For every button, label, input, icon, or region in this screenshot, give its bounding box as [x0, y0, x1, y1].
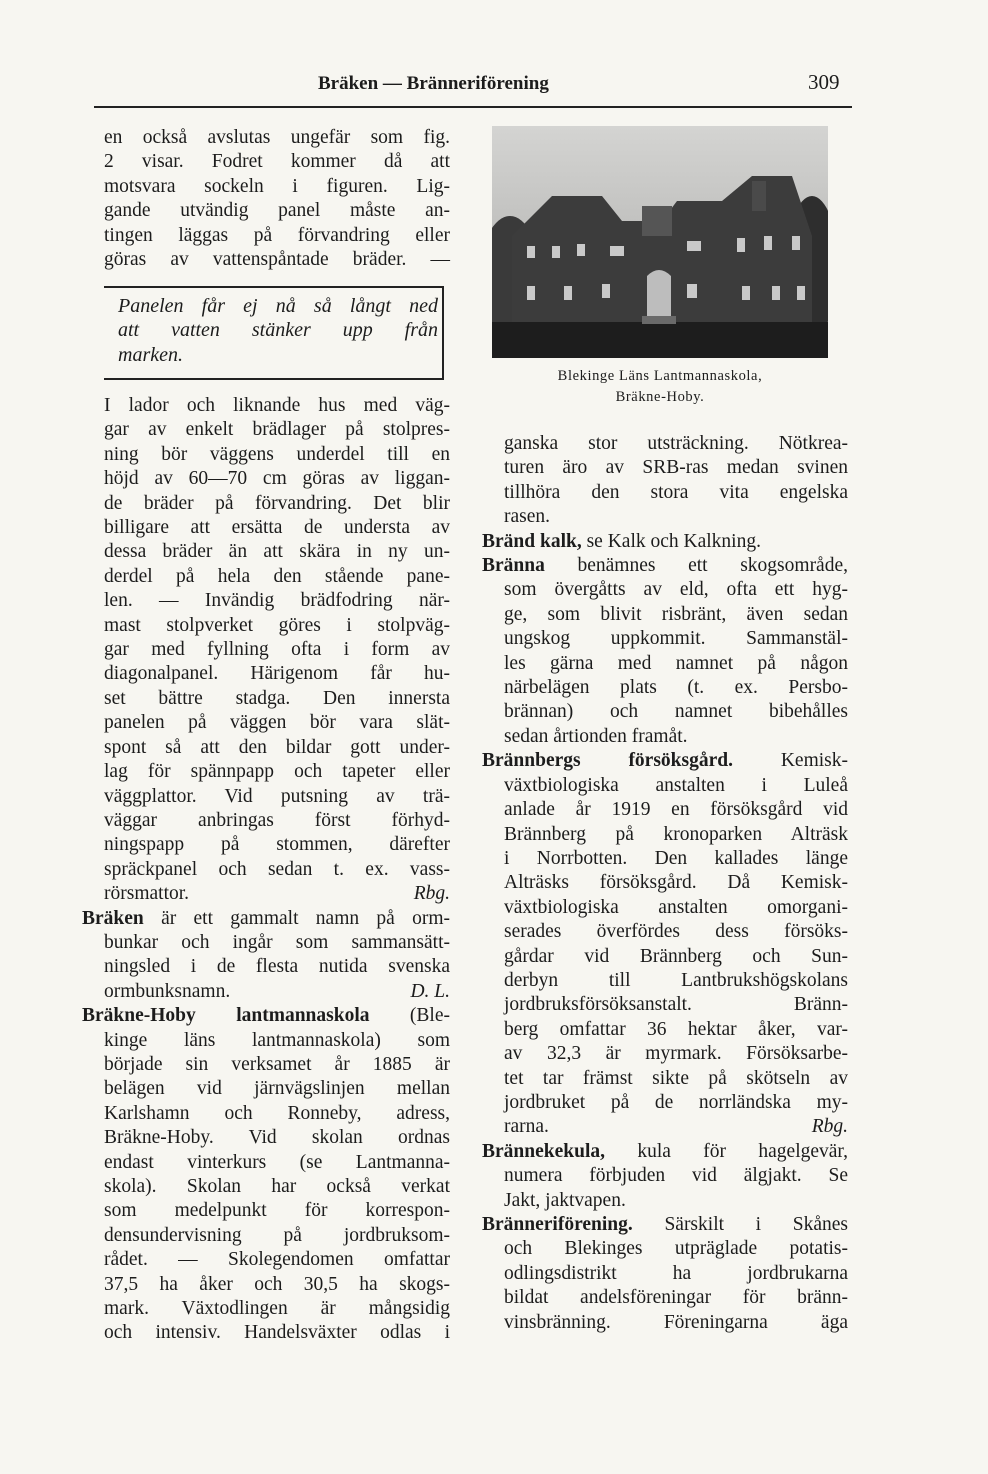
- entry-branna-lines: [482, 578, 848, 749]
- text-line: diagonalpanel. Härigenom får hu-: [104, 663, 450, 685]
- text-line: väggplattor. Vid putsning av trä-: [104, 785, 450, 807]
- text-line: brännan) och namnet bibehålles: [504, 701, 848, 723]
- building-illustration: [492, 126, 828, 358]
- text-line: som övergåtts av eld, ofta ett hyg-: [504, 579, 848, 601]
- photo-caption: [492, 366, 828, 408]
- left-column-intro: [104, 126, 450, 272]
- entry-first-line: (Ble-: [409, 1005, 450, 1027]
- text-line: ning bör väggens underdel till en: [104, 443, 450, 465]
- text-line: i Norrbotten. Den kallades länge: [504, 847, 848, 869]
- continuation-paragraph: [482, 432, 848, 530]
- entry-brand-kalk: [482, 530, 848, 554]
- entry-head-brakne-hoby: Bräkne-Hoby lantmannaskola: [82, 1005, 370, 1027]
- text-line: motsvara sockeln i figuren. Lig-: [104, 175, 450, 197]
- text-line: att vatten stänker upp från: [118, 319, 438, 342]
- entry-braken: [82, 907, 450, 1005]
- text-line-content: rörsmattor.: [104, 883, 190, 905]
- text-line: Jakt, jaktvapen.: [504, 1189, 626, 1211]
- text-line: rådet. — Skolegendomen omfattar: [104, 1249, 450, 1271]
- text-line: en också avslutas ungefär som fig.: [104, 127, 450, 148]
- text-line: les gärna med namnet på någon: [504, 652, 848, 674]
- text-line: anlade år 1919 en försöksgård vid: [504, 799, 848, 821]
- text-line: derbyn till Lantbrukshögskolans: [504, 969, 848, 991]
- text-line: Panelen får ej nå så långt ned: [118, 295, 438, 317]
- entry-branna: [482, 554, 848, 749]
- text-line: [104, 882, 450, 906]
- entry-brakne-hoby: [82, 1004, 450, 1346]
- text-line: tet tar främst sikte på skötseln av: [504, 1067, 848, 1089]
- text-line: och Blekinges utpräglade potatis-: [504, 1238, 848, 1260]
- signature: D. L.: [410, 980, 450, 1002]
- text-line: gårdar vid Brännberg och Sun-: [504, 945, 848, 967]
- entry-head-brand-kalk: Bränd kalk,: [482, 530, 582, 552]
- text-line: bunkar och ingår som sammansätt-: [104, 931, 450, 953]
- text-line: av 32,3 är myrmark. Försöksarbe-: [504, 1043, 848, 1065]
- text-line: gar av enkelt brädlager på stolpres-: [104, 419, 450, 441]
- text-line: 37,5 ha åker och 30,5 ha skogs-: [104, 1273, 450, 1295]
- text-line: panelen på väggen bör vara slät-: [104, 712, 450, 734]
- text-line: kinge läns lantmannaskola) som: [104, 1029, 450, 1051]
- text-line: ganska stor utsträckning. Nötkrea-: [504, 433, 848, 454]
- header-rule: [94, 106, 852, 108]
- entry-first-line: är ett gammalt namn på orm-: [161, 907, 450, 929]
- entry-first-line: kula för hagelgevär,: [637, 1140, 849, 1162]
- text-line: billigare att ersätta de understa av: [104, 517, 450, 539]
- text-line: ningsled i de flesta nutida svenska: [104, 956, 450, 978]
- text-line-content: ormbunksnamn.: [104, 980, 231, 1002]
- signature: Rbg.: [811, 1116, 848, 1138]
- text-line: ningspapp på stommen, därefter: [104, 834, 450, 856]
- text-line: de bräder på förvandring. Det blir: [104, 492, 450, 514]
- text-line: mast stolpverket göres i stolpväg-: [104, 614, 450, 636]
- text-line: sedan årtionden framåt.: [504, 725, 688, 747]
- text-line: derdel på hela den stående pane-: [104, 565, 450, 587]
- text-line: väggar anbringas först förhyd-: [104, 809, 450, 831]
- intro-paragraph: [104, 126, 450, 272]
- running-header: Bräken — Bränneriförening: [318, 73, 549, 94]
- text-line: dessa bräder än att skära in ny un-: [104, 541, 450, 563]
- right-column: [482, 432, 848, 1335]
- text-line: 2 visar. Fodret kommer då att: [104, 151, 450, 173]
- entry-branneriforening: [482, 1213, 848, 1335]
- entry-head-branneriforening: Bränneriförening.: [482, 1214, 633, 1235]
- text-line: jordbruket på de norrländska my-: [504, 1091, 848, 1113]
- entry-head-brannbergs: Brännbergs försöksgård.: [482, 750, 733, 772]
- entry-head-braken: Bräken: [82, 907, 144, 929]
- text-line: skola). Skolan har också verkat: [104, 1176, 450, 1197]
- text-line: spräckpanel och sedan t. ex. vass-: [104, 858, 450, 880]
- text-line: växtbiologiska anstalten omorgani-: [504, 896, 848, 918]
- text-line: tingen läggas på förvandring eller: [104, 224, 450, 246]
- text-line: lag för spännpapp och tapeter eller: [104, 761, 450, 783]
- text-line: göras av vattenspåntade bräder. —: [104, 249, 450, 271]
- text-line: ungskog uppkommit. Sammanstäl-: [504, 628, 848, 650]
- entry-brakne-hoby-lines: [104, 1029, 450, 1346]
- entry-first-line: Särskilt i Skånes: [664, 1214, 849, 1235]
- text-line: höjd av 60—70 cm göras av liggan-: [104, 468, 450, 490]
- text-line: ge, som blivit risbränt, även sedan: [504, 603, 848, 625]
- text-line: och intensiv. Handelsväxter odlas i: [104, 1322, 450, 1344]
- text-line: jordbruksförsöksanstalt. Bränn-: [504, 994, 848, 1016]
- school-building-photo: [492, 126, 828, 358]
- caption-line: Bräkne-Hoby.: [615, 389, 705, 405]
- text-line: mark. Växtodlingen är mångsidig: [104, 1298, 450, 1320]
- page-number: 309: [808, 70, 840, 94]
- entry-brannbergs: [482, 749, 848, 1140]
- text-line: Brännberg på kronoparken Alträsk: [504, 823, 848, 845]
- entry-branneriforening-lines: [482, 1237, 848, 1335]
- entry-brannekekula: [482, 1140, 848, 1213]
- text-line: len. — Invändig brädfodring när-: [104, 590, 450, 612]
- entry-first-line: Kemisk-: [780, 750, 848, 772]
- entry-braken-lines: [104, 931, 450, 1004]
- text-line: tillhöra den stora vita engelska: [504, 481, 848, 503]
- text-line: gar med fyllning ofta i form av: [104, 639, 450, 661]
- text-line: [504, 1115, 848, 1139]
- caption-line: Blekinge Läns Lantmannaskola,: [557, 368, 763, 384]
- text-line: spont så att den bildar gott under-: [104, 736, 450, 758]
- text-line: vinsbränning. Föreningarna äga: [504, 1311, 848, 1333]
- text-line: som medelpunkt för korrespon-: [104, 1200, 450, 1222]
- entry-brannekekula-lines: [482, 1164, 848, 1213]
- text-line: började sin verksamet år 1885 är: [104, 1053, 450, 1075]
- entry-brannbergs-lines: [482, 774, 848, 1140]
- body-paragraph: [104, 394, 450, 907]
- text-line: odlingsdistrikt ha jordbrukarna: [504, 1262, 848, 1284]
- text-line: rasen.: [504, 506, 551, 528]
- text-line: turen äro av SRB-ras medan svinen: [504, 457, 848, 479]
- text-line: bildat andelsföreningar för bränn-: [504, 1287, 848, 1309]
- text-line: marken.: [118, 343, 183, 366]
- entry-head-branna: Bränna: [482, 555, 545, 577]
- left-column-body: [82, 394, 450, 1346]
- entry-text: se Kalk och Kalkning.: [586, 530, 761, 552]
- notice-text: [118, 294, 438, 367]
- text-line: [104, 980, 450, 1004]
- text-line: Bräkne-Hoby. Vid skolan ordnas: [104, 1127, 450, 1149]
- text-line: densundervisning på jordbruksom-: [104, 1224, 450, 1246]
- text-line: berg omfattar 36 hektar åker, var-: [504, 1018, 848, 1040]
- text-line: serades överfördes dess försöks-: [504, 921, 848, 943]
- text-line: numera förbjuden vid älgjakt. Se: [504, 1165, 848, 1187]
- text-line-content: rarna.: [504, 1116, 549, 1138]
- text-line: Alträsks försöksgård. Då Kemisk-: [504, 872, 848, 894]
- entry-first-line: benämnes ett skogsområde,: [577, 555, 848, 577]
- text-line: I lador och liknande hus med väg-: [104, 395, 450, 416]
- text-line: endast vinterkurs (se Lantmanna-: [104, 1151, 450, 1173]
- signature: Rbg.: [413, 883, 450, 905]
- text-line: Karlshamn och Ronneby, adress,: [104, 1102, 450, 1124]
- text-line: belägen vid järnvägslinjen mellan: [104, 1078, 450, 1100]
- text-line: närbelägen plats (t. ex. Persbo-: [504, 677, 848, 699]
- text-line: växtbiologiska anstalten i Luleå: [504, 774, 848, 796]
- text-line: gande utvändig panel måste an-: [104, 200, 450, 222]
- text-line: set bättre stadga. Den innersta: [104, 687, 450, 709]
- entry-head-brannekekula: Brännekekula,: [482, 1140, 605, 1162]
